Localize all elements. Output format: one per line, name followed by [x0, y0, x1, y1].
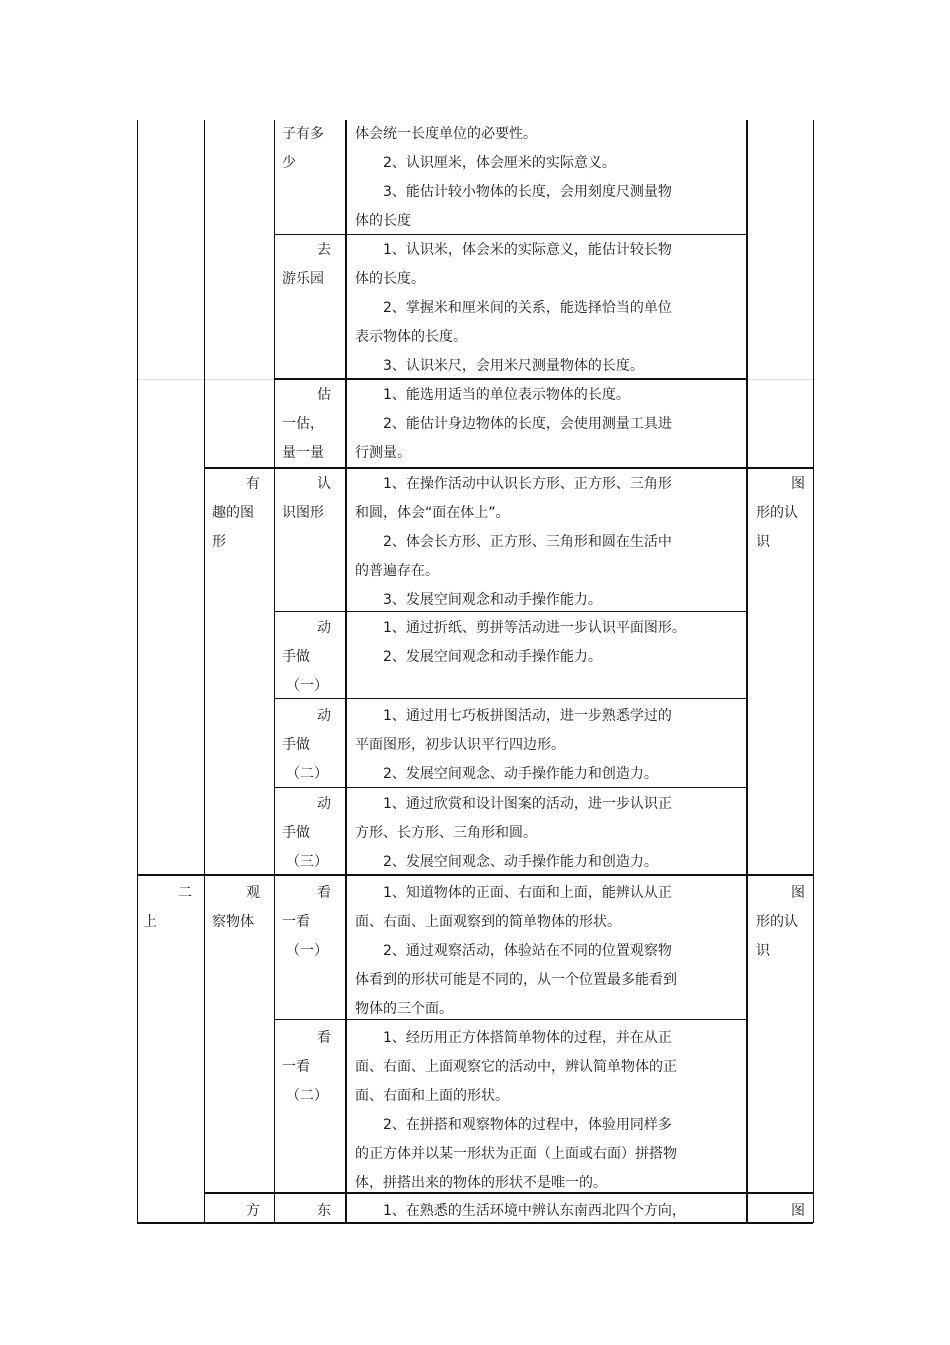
- table-line: [137, 120, 138, 1223]
- cell-text-line: 2、在拼搭和观察物体的过程中，体验用同样多: [355, 1117, 672, 1133]
- cell-text-line: 上: [143, 914, 157, 930]
- cell-text-line: 有: [246, 476, 260, 492]
- cell-text-line: 去: [317, 242, 331, 258]
- cell-text-line: 1、在操作活动中认识长方形、正方形、三角形: [355, 476, 672, 492]
- cell-text-line: 量一量: [282, 445, 324, 461]
- lesson-cell: [282, 790, 331, 877]
- cell-text-line: 形: [212, 534, 226, 550]
- goal-cell: [355, 702, 672, 789]
- cell-text-line: 1、知道物体的正面、右面和上面，能辨认从正: [355, 885, 672, 901]
- cell-text-line: （一）: [286, 678, 328, 694]
- cell-text-line: 察物体: [212, 914, 254, 930]
- table-line: [274, 120, 275, 1223]
- cell-text-line: 体的长度。: [355, 271, 425, 287]
- cell-text-line: 形的认: [756, 914, 798, 930]
- cell-text-line: 1、通过欣赏和设计图案的活动，进一步认识正: [355, 796, 672, 812]
- goal-cell: [355, 120, 672, 236]
- cell-text-line: 2、发展空间观念和动手操作能力。: [355, 649, 602, 665]
- lesson-cell: [282, 236, 344, 294]
- cell-text-line: 子有多: [282, 126, 324, 142]
- cell-text-line: 1、在熟悉的生活环境中辨认东南西北四个方向，: [355, 1203, 686, 1219]
- cell-text-line: 图: [791, 476, 805, 492]
- table-line: [746, 120, 748, 1223]
- lesson-cell: [282, 1197, 331, 1226]
- goal-cell: [355, 470, 672, 615]
- cell-text-line: 方形、长方形、三角形和圆。: [355, 825, 537, 841]
- cell-text-line: 体，拼搭出来的物体的形状不是唯一的。: [355, 1175, 607, 1191]
- cell-text-line: 趣的图: [212, 505, 254, 521]
- cell-text-line: 和圆，体会“面在体上”。: [355, 505, 510, 521]
- cell-text-line: 2、能估计身边物体的长度，会使用测量工具进: [355, 416, 672, 432]
- cell-text-line: 动: [317, 620, 331, 636]
- goal-cell: [355, 381, 672, 468]
- cell-text-line: 方: [246, 1203, 260, 1219]
- cell-text-line: 手做: [282, 737, 310, 753]
- cell-text-line: 一估，: [282, 416, 324, 432]
- goal-cell: [355, 790, 672, 877]
- cell-text-line: 1、经历用正方体搭简单物体的过程，并在从正: [355, 1030, 672, 1046]
- lesson-cell: [282, 702, 331, 789]
- cell-text-line: 面、右面和上面的形状。: [355, 1088, 509, 1104]
- cell-text-line: 体的长度: [355, 213, 411, 229]
- cell-text-line: 估: [317, 387, 331, 403]
- cell-text-line: 识: [756, 534, 770, 550]
- table-line: [746, 379, 813, 380]
- cell-text-line: （二）: [286, 1088, 328, 1104]
- lesson-cell: [282, 381, 331, 468]
- cell-text-line: 少: [282, 155, 296, 171]
- cell-text-line: 手做: [282, 649, 310, 665]
- area-cell: [756, 470, 805, 557]
- cell-text-line: 一看: [282, 1059, 310, 1075]
- cell-text-line: 物体的三个面。: [355, 1001, 453, 1017]
- cell-text-line: 动: [317, 796, 331, 812]
- unit-cell: [212, 1197, 260, 1226]
- cell-text-line: 2、掌握米和厘米间的关系，能选择恰当的单位: [355, 300, 672, 316]
- cell-text-line: 图: [791, 885, 805, 901]
- cell-text-line: 平面图形，初步认识平行四边形。: [355, 737, 565, 753]
- cell-text-line: 图: [791, 1203, 805, 1219]
- cell-text-line: 2、体会长方形、正方形、三角形和圆在生活中: [355, 534, 672, 550]
- cell-text-line: 3、能估计较小物体的长度，会用刻度尺测量物: [355, 184, 672, 200]
- cell-text-line: 东: [317, 1203, 331, 1219]
- cell-text-line: 1、通过用七巧板拼图活动，进一步熟悉学过的: [355, 708, 672, 724]
- cell-text-line: 3、发展空间观念和动手操作能力。: [355, 592, 602, 608]
- cell-text-line: 体会统一长度单位的必要性。: [355, 126, 537, 142]
- table-line: [204, 120, 205, 1223]
- cell-text-line: 2、认识厘米，体会厘米的实际意义。: [355, 155, 616, 171]
- unit-cell: [212, 879, 260, 937]
- cell-text-line: 识图形: [282, 505, 324, 521]
- table-line: [345, 120, 347, 1223]
- lesson-cell: [282, 614, 331, 701]
- grade-cell: [143, 879, 192, 937]
- lesson-cell: [282, 470, 331, 528]
- cell-text-line: 面、右面、上面观察它的活动中，辨认简单物体的正: [355, 1059, 677, 1075]
- cell-text-line: 一看: [282, 914, 310, 930]
- cell-text-line: 形的认: [756, 505, 798, 521]
- cell-text-line: 3、认识米尺，会用米尺测量物体的长度。: [355, 358, 644, 374]
- cell-text-line: 认: [317, 476, 331, 492]
- cell-text-line: 表示物体的长度。: [355, 329, 467, 345]
- lesson-cell: [282, 879, 331, 966]
- table-line: [813, 120, 814, 1223]
- cell-text-line: 2、发展空间观念、动手操作能力和创造力。: [355, 766, 658, 782]
- cell-text-line: 1、认识米，体会米的实际意义，能估计较长物: [355, 242, 672, 258]
- lesson-cell: [282, 1024, 331, 1111]
- goal-cell: [355, 879, 677, 1024]
- cell-text-line: 看: [317, 885, 331, 901]
- cell-text-line: 2、发展空间观念、动手操作能力和创造力。: [355, 854, 658, 870]
- area-cell: [756, 1197, 805, 1226]
- cell-text-line: 的普遍存在。: [355, 563, 439, 579]
- cell-text-line: 的正方体并以某一形状为正面（上面或右面）拼搭物: [355, 1146, 677, 1162]
- cell-text-line: 1、能选用适当的单位表示物体的长度。: [355, 387, 630, 403]
- unit-cell: [212, 470, 260, 557]
- cell-text-line: 游乐园: [282, 271, 324, 287]
- goal-cell: [355, 614, 686, 672]
- cell-text-line: 1、通过折纸、剪拼等活动进一步认识平面图形。: [355, 620, 686, 636]
- lesson-cell: [282, 120, 324, 178]
- cell-text-line: 体看到的形状可能是不同的，从一个位置最多能看到: [355, 972, 677, 988]
- goal-cell: [355, 236, 672, 381]
- area-cell: [756, 879, 805, 966]
- table-line: [137, 379, 274, 380]
- cell-text-line: 手做: [282, 825, 310, 841]
- goal-cell: [355, 1024, 677, 1198]
- cell-text-line: 识: [756, 943, 770, 959]
- cell-text-line: 二: [178, 885, 192, 901]
- cell-text-line: （二）: [286, 766, 328, 782]
- cell-text-line: 观: [246, 885, 260, 901]
- cell-text-line: 行测量。: [355, 445, 411, 461]
- cell-text-line: 面、右面、上面观察到的简单物体的形状。: [355, 914, 621, 930]
- cell-text-line: 看: [317, 1030, 331, 1046]
- cell-text-line: 2、通过观察活动，体验站在不同的位置观察物: [355, 943, 672, 959]
- cell-text-line: 动: [317, 708, 331, 724]
- cell-text-line: （三）: [286, 854, 328, 870]
- cell-text-line: （一）: [286, 943, 328, 959]
- goal-cell: [355, 1197, 686, 1226]
